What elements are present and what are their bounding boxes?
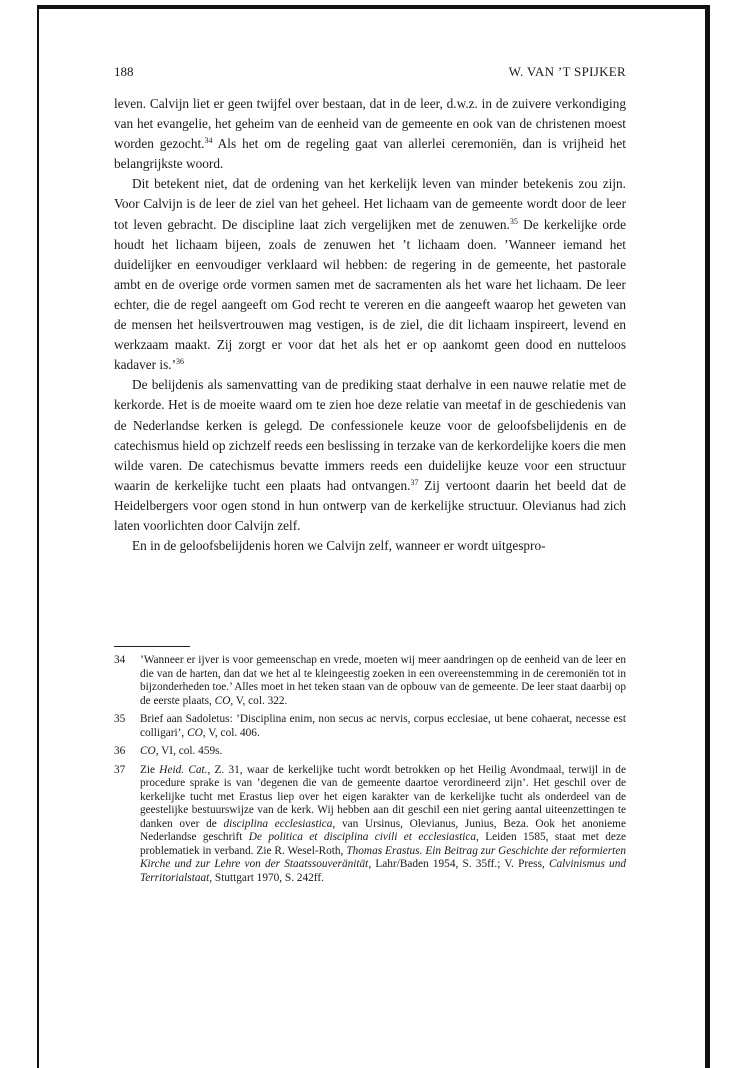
- italic-text: Thomas Erastus. Ein Beitrag zur Geschichte der reformierten Kirche und zur Lehre von der Staatssouveränität,: [140, 844, 626, 870]
- text-run: En in de geloofsbelijdenis horen we Calvijn zelf, wanneer er wordt uitgespro-: [132, 538, 546, 554]
- text-run: , V, col. 406.: [202, 726, 260, 739]
- text-run: , VI, col. 459s.: [155, 745, 223, 757]
- paragraph: [114, 375, 626, 536]
- italic-text: CO: [214, 694, 231, 707]
- footnote: [114, 654, 626, 708]
- italic-text: Calvinismus und Territorialstaat,: [140, 858, 626, 884]
- page-right-border: [705, 5, 710, 1068]
- footnote-number: 37: [114, 763, 126, 776]
- text-run: De belijdenis als samenvatting van de prediking staat derhalve in een nauwe relatie met de kerkorde. Het is de moeite waard om te zien hoe deze relatie van meetaf in de geschiedenis van de Nederlandse kerken is gelegd. De confessionele keuze voor de geloofsbelijdenis en de catechismus hield op zichzelf reeds een beslissing in terzake van de kerkordelijke koers die men wilde varen. De catechismus bevatte immers reeds een duidelijke keuze voor een structuur waarin de kerkelijke tucht een plaats had ontvangen.: [114, 377, 626, 493]
- footnote-number: 36: [114, 745, 126, 757]
- footnote-text: [140, 654, 626, 708]
- text-run: Zij vertoont daarin het beeld dat de Heidelbergers voor ogen stond in hun ontwerp van de kerkelijke structuur. Olevianus had zich laten voorlichten door Calvijn zelf.: [114, 477, 626, 533]
- footnote-ref: 36: [176, 357, 185, 367]
- text-run: Dit betekent niet, dat de ordening van het kerkelijk leven van minder betekenis zou zijn. Voor Calvijn is de leer de ziel van het geheel. Het lichaam van de gemeente wordt door de leer tot leven gebracht. De discipline laat zich vergelijken met de zenuwen.: [114, 176, 626, 232]
- footnote-text: [140, 713, 626, 740]
- footnote-text: [140, 764, 626, 886]
- footnote: [114, 745, 626, 759]
- text-run: Stuttgart 1970, S. 242ff.: [212, 871, 324, 884]
- text-run: Als het om de regeling gaat van allerlei ceremoniën, dan is vrijheid het belangrijkste woord.: [114, 136, 626, 172]
- text-run: leven. Calvijn liet er geen twijfel over bestaan, dat in de leer, d.w.z. in de zuivere verkondiging van het evangelie, het geheim van de eenheid van de gemeente en ook van de christenen moest worden gezocht.: [114, 96, 626, 152]
- footnotes: [114, 654, 626, 890]
- text-run: ’Wanneer er ijver is voor gemeenschap en vrede, moeten wij meer aandringen op de eenheid van de leer en die van de harten, dan dat we het al te kleingeestig zoeken in een overeenstemming in de ceremoniën tot in bijzonderheden toe.’ Alles moet in het teken staan van de opbouw van de gemeente. De leer staat daarbij op de eerste plaats,: [140, 654, 627, 707]
- footnote-number: 35: [114, 713, 126, 725]
- running-head-author: W. VAN ’T SPIJKER: [508, 64, 626, 79]
- footnote: [114, 713, 626, 740]
- italic-text: Heid. Cat.: [159, 763, 208, 776]
- footnote-separator: [114, 646, 190, 647]
- text-run: , van Ursinus, Olevianus, Junius, Beza. Ook het anonieme Nederlandse geschrift: [140, 817, 626, 843]
- italic-text: CO: [140, 745, 156, 757]
- text-run: , V, col. 322.: [230, 694, 288, 707]
- italic-text: CO: [187, 726, 203, 739]
- page-number: 188: [114, 64, 134, 79]
- italic-text: disciplina ecclesiastica: [223, 817, 333, 830]
- text-run: Zie: [140, 763, 160, 776]
- text-run: Lahr/Baden 1954, S. 35ff.; V. Press,: [371, 858, 549, 870]
- paragraph: [114, 174, 626, 375]
- italic-text: De politica et disciplina civili et ecclesiastica,: [248, 831, 479, 843]
- paragraph: [114, 536, 626, 556]
- page-top-border: [37, 5, 709, 9]
- footnote-text: [140, 745, 626, 759]
- paragraph: [114, 94, 626, 174]
- text-run: De kerkelijke orde houdt het lichaam bijeen, zoals de zenuwen het ’t lichaam doen. ’Wanneer iemand het duidelijker en eenvoudiger verklaard wil hebben: de regering in de gemeente, het pastorale ambt en de overige orde vormen samen met de sacramenten als het ware het lichaam. De leer echter, die de regel aangeeft om God recht te vereren en die aangeeft waarop het geweten van de mensen het heilsvertrouwen mag vestigen, is de ziel, die dit lichaam inspireert, levend en werkzaam maakt. Zij zorgt er voor dat het als het er op aankomt geen dood en nutteloos kadaver is.’: [114, 216, 626, 373]
- text-run: Leiden 1585, staat met deze problematiek in verband. Zie R. Wesel-Roth,: [140, 831, 626, 857]
- footnote-ref: 37: [410, 477, 419, 487]
- footnote-number: 34: [114, 654, 126, 666]
- footnote-ref: 35: [509, 216, 518, 226]
- text-run: Brief aan Sadoletus: ’Disciplina enim, non secus ac nervis, corpus ecclesiae, ut bene cohaerat, necesse est colligari’,: [140, 713, 626, 739]
- text-run: , Z. 31, waar de kerkelijke tucht wordt betrokken op het Heilig Avondmaal, terwijl in de procedure sprake is van ’degenen die van de gemeente daartoe verordineerd zijn’. Het geschil over de kerkelijke tucht met Erastus liep over het eigen karakter van de kerkelijke tucht als onderdeel van de geestelijke bestuurswijze van de kerk. Wij hebben aan dit geschil een niet gering aantal uiteenzettingen te danken over de: [140, 763, 626, 830]
- footnote-ref: 34: [204, 136, 213, 146]
- page-left-border: [37, 5, 39, 1068]
- footnote: [114, 764, 626, 886]
- body-text: [114, 94, 626, 556]
